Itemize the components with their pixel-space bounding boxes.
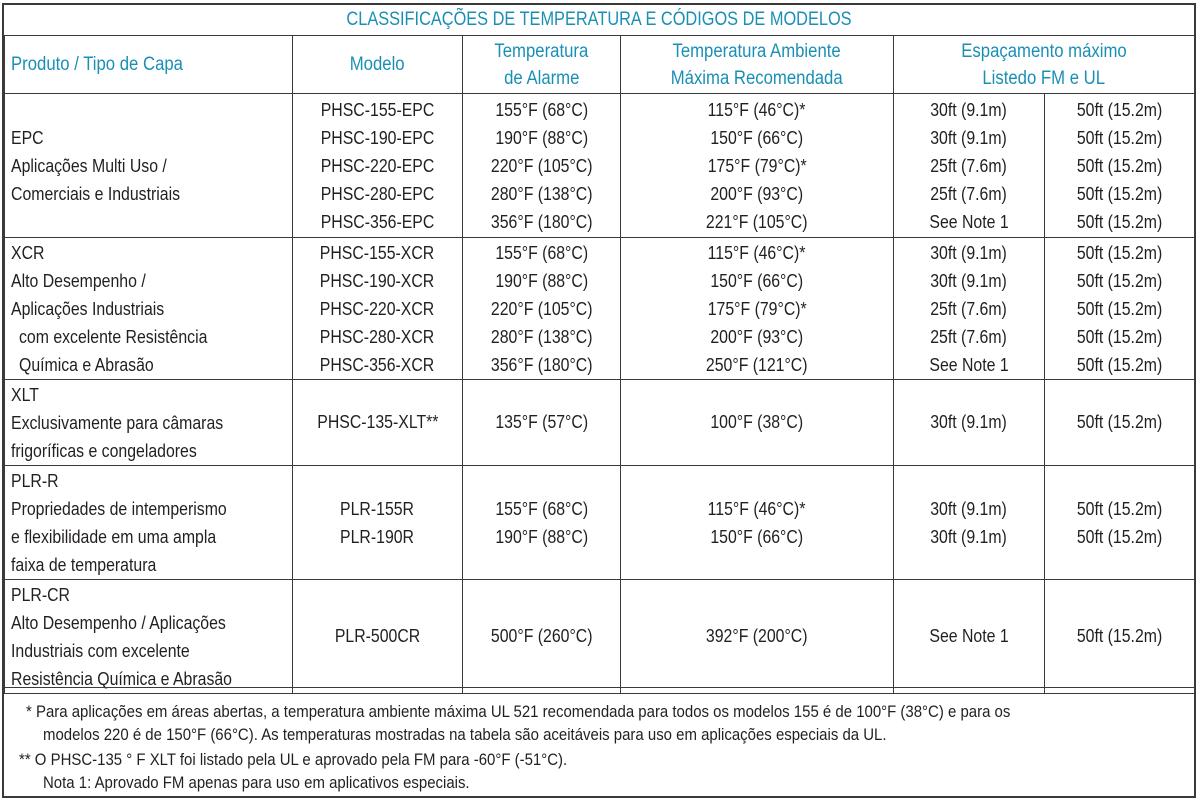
header-model: Modelo — [293, 36, 463, 94]
group-xcr — [5, 238, 1195, 380]
table-title: CLASSIFICAÇÕES DE TEMPERATURA E CÓDIGOS DE MODELOS — [346, 9, 852, 30]
model-cell: PHSC-135-XLT** — [293, 380, 463, 466]
spacing-ul-cell: 50ft (15.2m) — [1045, 580, 1195, 694]
ambient-cell: 100°F (38°C) — [621, 380, 894, 466]
spacing-ul-cell: 50ft (15.2m) 50ft (15.2m) 50ft (15.2m) 50ft (15.2m) 50ft (15.2m) — [1045, 94, 1195, 238]
footnote-asterisk-line2: modelos 220 é de 150°F (66°C). As temperaturas mostradas na tabela são aceitáveis para uso em aplicações especiais da UL. — [43, 725, 887, 744]
header-spacing: Espaçamento máximo Listedo FM e UL — [894, 36, 1195, 94]
footnote-asterisk-line1: * Para aplicações em áreas abertas, a temperatura ambiente máxima UL 521 recomendada para todos os modelos 155 é de 100°F (38°C) e para os — [26, 702, 1011, 721]
product-cell: PLR-R Propriedades de intemperismo e flexibilidade em uma ampla faixa de temperatura — [5, 466, 293, 580]
header-alarm: Temperatura de Alarme — [463, 36, 621, 94]
alarm-cell: 135°F (57°C) — [463, 380, 621, 466]
spacing-ul-cell: 50ft (15.2m) — [1045, 380, 1195, 466]
footnote-double-asterisk: ** O PHSC-135 ° F XLT foi listado pela UL e aprovado pela FM para -60°F (-51°C). — [19, 750, 568, 769]
group-plr-r — [5, 466, 1195, 580]
header-product: Produto / Tipo de Capa — [5, 36, 293, 94]
product-cell: XCR Alto Desempenho / Aplicações Industriais com excelente Resistência Química e Abrasão — [5, 238, 293, 380]
spacing-ul-cell: 50ft (15.2m) 50ft (15.2m) 50ft (15.2m) 50ft (15.2m) 50ft (15.2m) — [1045, 238, 1195, 380]
spacing-fm-cell: See Note 1 — [894, 580, 1045, 694]
spacing-fm-cell: 30ft (9.1m) — [894, 380, 1045, 466]
model-cell: PHSC-155-EPC PHSC-190-EPC PHSC-220-EPC PHSC-280-EPC PHSC-356-EPC — [293, 94, 463, 238]
group-epc — [5, 94, 1195, 238]
group-xlt — [5, 380, 1195, 466]
alarm-cell: 155°F (68°C) 190°F (88°C) 220°F (105°C) 280°F (138°C) 356°F (180°C) — [463, 94, 621, 238]
group-plr-cr — [5, 580, 1195, 694]
ambient-cell: 115°F (46°C)* 150°F (66°C) 175°F (79°C)* 200°F (93°C) 250°F (121°C) — [621, 238, 894, 380]
ambient-cell: 115°F (46°C)* 150°F (66°C) 175°F (79°C)* 200°F (93°C) 221°F (105°C) — [621, 94, 894, 238]
footnotes — [4, 687, 1194, 797]
ambient-cell: 115°F (46°C)* 150°F (66°C) — [621, 466, 894, 580]
alarm-cell: 155°F (68°C) 190°F (88°C) 220°F (105°C) 280°F (138°C) 356°F (180°C) — [463, 238, 621, 380]
ratings-table — [4, 35, 1195, 694]
spacing-fm-cell: 30ft (9.1m) 30ft (9.1m) — [894, 466, 1045, 580]
model-cell: PLR-500CR — [293, 580, 463, 694]
model-cell: PHSC-155-XCR PHSC-190-XCR PHSC-220-XCR PHSC-280-XCR PHSC-356-XCR — [293, 238, 463, 380]
alarm-cell: 500°F (260°C) — [463, 580, 621, 694]
footnote-note-1: Nota 1: Aprovado FM apenas para uso em aplicativos especiais. — [43, 773, 470, 792]
product-cell: XLT Exclusivamente para câmaras frigoríficas e congeladores — [5, 380, 293, 466]
product-cell: PLR-CR Alto Desempenho / Aplicações Industriais com excelente Resistência Química e Abrasão — [5, 580, 293, 694]
model-cell: PLR-155R PLR-190R — [293, 466, 463, 580]
header-ambient: Temperatura Ambiente Máxima Recomendada — [621, 36, 894, 94]
alarm-cell: 155°F (68°C) 190°F (88°C) — [463, 466, 621, 580]
spacing-fm-cell: 30ft (9.1m) 30ft (9.1m) 25ft (7.6m) 25ft (7.6m) See Note 1 — [894, 94, 1045, 238]
spacing-ul-cell: 50ft (15.2m) 50ft (15.2m) — [1045, 466, 1195, 580]
product-cell: EPC Aplicações Multi Uso / Comerciais e Industriais — [5, 94, 293, 238]
ambient-cell: 392°F (200°C) — [621, 580, 894, 694]
spec-sheet — [2, 3, 1196, 798]
spacing-fm-cell: 30ft (9.1m) 30ft (9.1m) 25ft (7.6m) 25ft (7.6m) See Note 1 — [894, 238, 1045, 380]
header-row — [5, 36, 1195, 94]
